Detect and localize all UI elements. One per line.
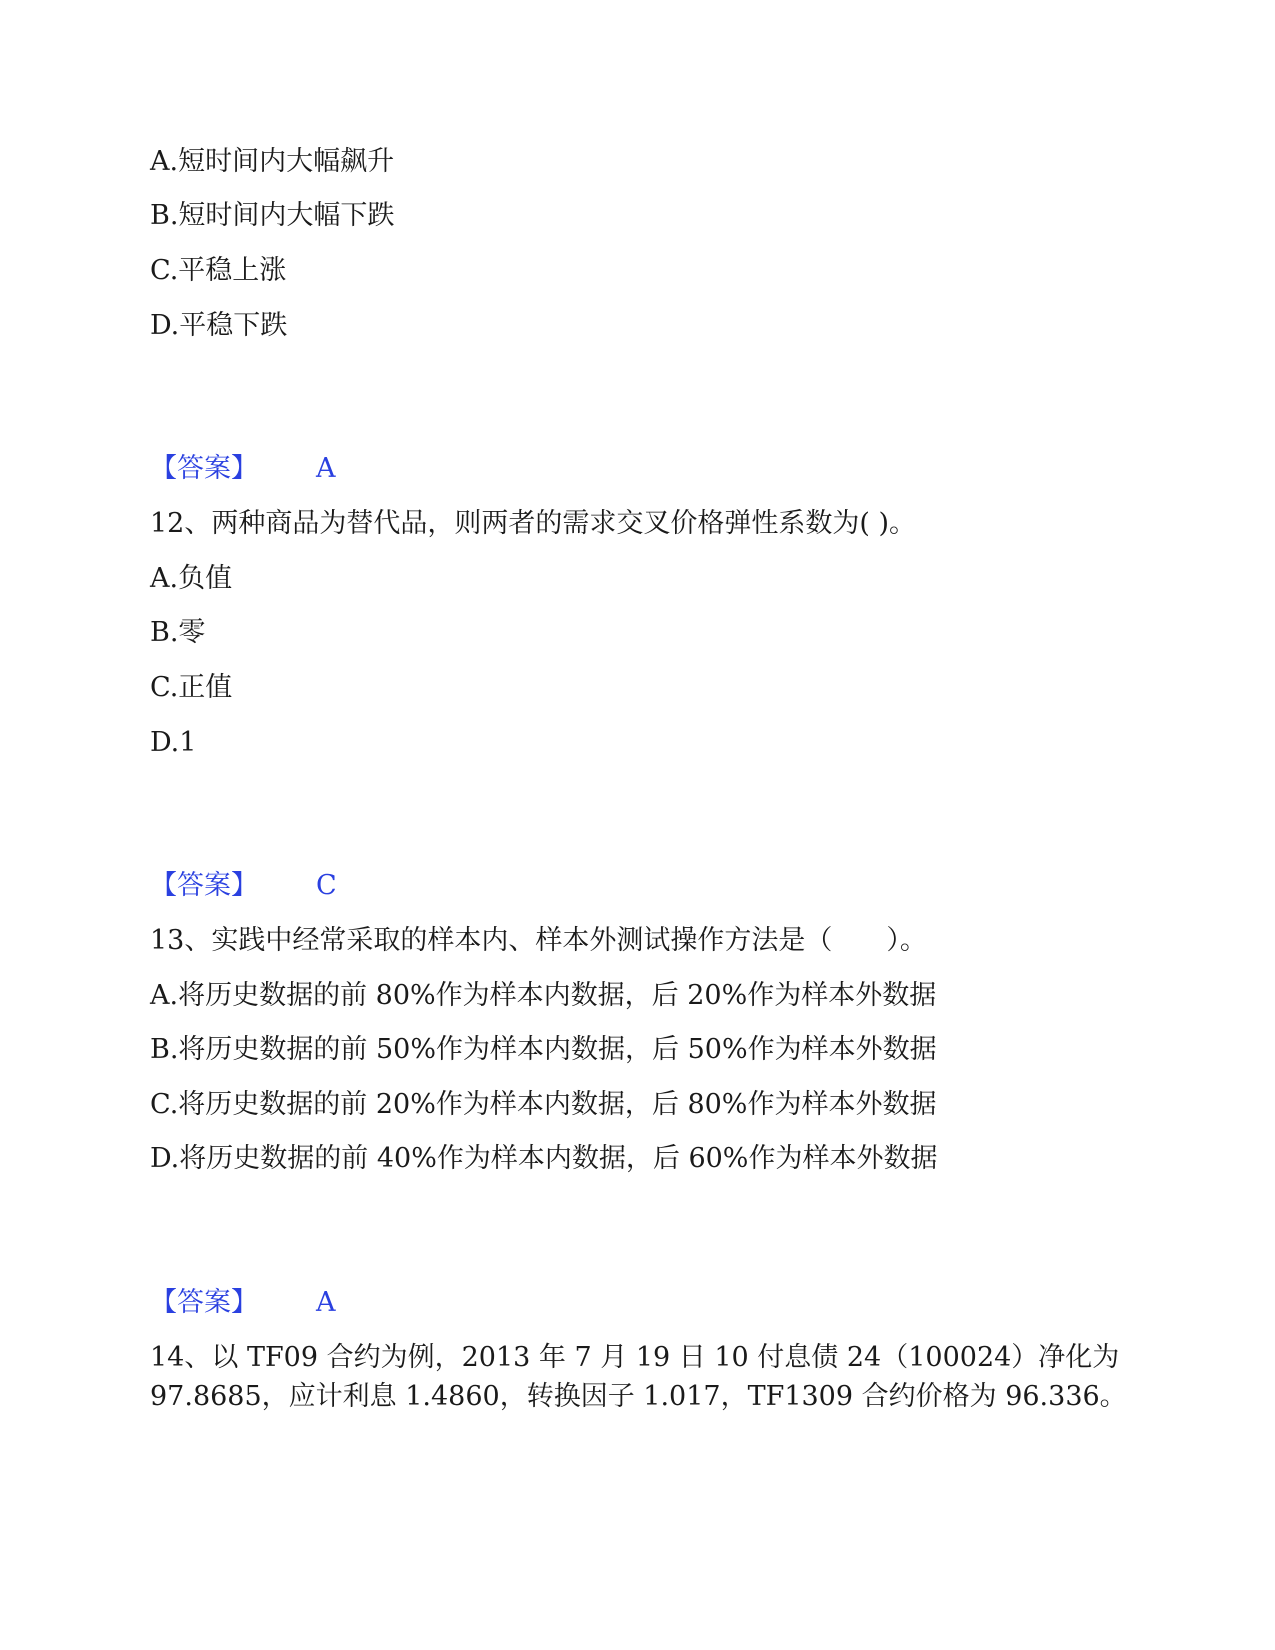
q13-option-c: C.将历史数据的前 20%作为样本内数据，后 80%作为样本外数据 [150, 1089, 937, 1120]
q12-option-c: C.正值 [150, 672, 233, 703]
q13-question: 13、实践中经常采取的样本内、样本外测试操作方法是（ ）。 [150, 925, 927, 956]
q13-option-a: A.将历史数据的前 80%作为样本内数据，后 20%作为样本外数据 [150, 980, 937, 1011]
q13-answer-value: A [316, 1287, 336, 1318]
q13-answer [150, 1286, 336, 1320]
q13-option-d: D.将历史数据的前 40%作为样本内数据，后 60%作为样本外数据 [150, 1143, 938, 1174]
q11-answer [150, 452, 336, 486]
q12-answer-label: 【答案】 [150, 870, 258, 901]
q14-line-2: 97.8685，应计利息 1.4860，转换因子 1.017，TF1309 合约价格为 96.336。 [150, 1381, 1127, 1412]
q12-option-a: A.负值 [150, 563, 233, 594]
q13-answer-label: 【答案】 [150, 1287, 258, 1318]
q11-option-b: B.短时间内大幅下跌 [150, 200, 395, 231]
q12-question: 12、两种商品为替代品，则两者的需求交叉价格弹性系数为( )。 [150, 508, 917, 539]
q12-option-b: B.零 [150, 617, 206, 648]
q11-option-c: C.平稳上涨 [150, 255, 287, 286]
q11-answer-value: A [316, 453, 336, 484]
q12-option-d: D.1 [150, 727, 197, 758]
q11-answer-label: 【答案】 [150, 453, 258, 484]
q13-option-b: B.将历史数据的前 50%作为样本内数据，后 50%作为样本外数据 [150, 1034, 937, 1065]
q14-line-1: 14、以 TF09 合约为例，2013 年 7 月 19 日 10 付息债 24（100024）净化为 [150, 1342, 1120, 1373]
q11-option-d: D.平稳下跌 [150, 310, 288, 341]
q11-option-a: A.短时间内大幅飙升 [150, 146, 395, 177]
q12-answer-value: C [316, 870, 337, 901]
q12-answer [150, 869, 337, 903]
